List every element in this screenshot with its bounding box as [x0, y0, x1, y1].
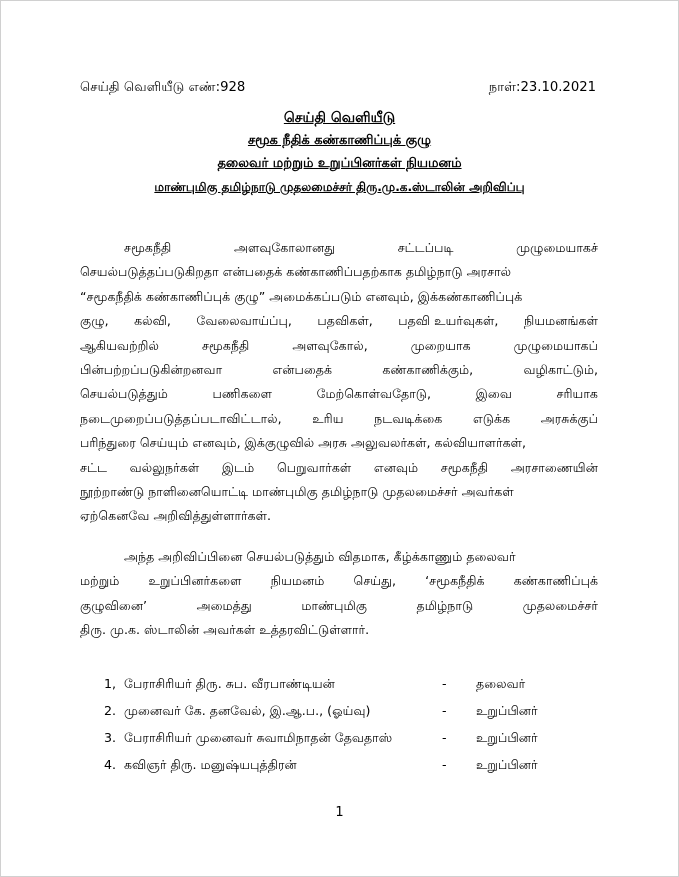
text-line — [80, 382, 598, 406]
text-line — [80, 407, 598, 431]
text-segment: சரியாக — [556, 386, 598, 402]
title-block — [0, 108, 679, 200]
text-segment: ஏற்கெனவே அறிவித்துள்ளார்கள். — [80, 508, 272, 524]
text-line — [80, 594, 598, 618]
text-segment: கண்காணிப்புக் — [513, 573, 598, 589]
text-segment: மற்றும் — [80, 573, 120, 589]
text-segment: குழு, — [80, 313, 109, 329]
text-segment: அந்த அறிவிப்பினை செயல்படுத்தும் விதமாக, கீழ்க்காணும் தலைவர் — [124, 549, 516, 564]
text-segment: அளவுகோல், — [292, 337, 368, 353]
text-segment: வழிகாட்டும், — [523, 361, 598, 377]
member-separator: - — [442, 703, 447, 718]
text-segment: செய்து, — [353, 573, 397, 589]
text-segment: நடவடிக்கை — [374, 410, 443, 426]
text-line — [80, 285, 598, 309]
paragraph-2 — [80, 545, 598, 643]
document-title: செய்தி வெளியீடு — [283, 110, 396, 126]
text-line — [80, 456, 598, 480]
member-role: உறுப்பினர் — [476, 757, 538, 772]
text-segment: என்பதைக் — [272, 361, 333, 377]
member-name: கவிஞர் திரு. மனுஷ்யபுத்திரன் — [124, 757, 297, 772]
appointment-title: தலைவர் மற்றும் உறுப்பினர்கள் நியமனம் — [217, 156, 462, 171]
text-line — [80, 618, 598, 642]
text-segment: சமூகநீதி — [440, 459, 489, 475]
text-segment: ஆகியவற்றில் — [80, 337, 159, 353]
text-segment: பணிகளை — [212, 386, 272, 402]
announcement-title: மாண்புமிகு தமிழ்நாடு முதலமைச்சர் திரு.மு.க.ஸ்டாலின் அறிவிப்பு — [154, 180, 525, 194]
text-segment: வேலைவாய்ப்பு, — [196, 313, 292, 329]
text-segment: திரு. மு.க. ஸ்டாலின் அவர்கள் உத்தரவிட்டுள்ளார். — [80, 622, 370, 638]
page-number: 1 — [335, 805, 344, 820]
member-name: பேராசிரியர் முனைவர் சுவாமிநாதன் தேவதாஸ் — [124, 730, 393, 745]
member-number: 2. — [104, 703, 117, 718]
member-role: உறுப்பினர் — [476, 730, 538, 745]
text-segment: நடைமுறைப்படுத்தப்படாவிட்டால், — [80, 410, 282, 426]
release-date: நாள்:23.10.2021 — [488, 80, 596, 95]
text-segment: தமிழ்நாடு — [416, 597, 474, 613]
text-segment: செயல்படுத்தும் — [80, 386, 168, 402]
member-number: 3. — [104, 730, 117, 745]
member-name: பேராசிரியர் திரு. சுப. வீரபாண்டியன் — [124, 676, 335, 691]
text-segment: பெறுவார்கள் — [276, 459, 352, 475]
text-line — [80, 358, 598, 382]
member-separator: - — [442, 730, 447, 745]
text-line — [80, 431, 598, 455]
text-line — [80, 309, 598, 333]
text-segment: அமைத்து — [196, 597, 252, 613]
text-segment: எனவும் — [373, 459, 419, 475]
text-segment: பரிந்துரை செய்யும் எனவும், இக்குழுவில் அரசு அலுவலர்கள், கல்வியாளர்கள், — [80, 435, 527, 451]
text-segment: சட்ட — [80, 459, 108, 475]
text-line — [80, 545, 598, 569]
text-segment: முழுமையாகப் — [513, 337, 598, 353]
text-segment: அளவுகோலானது — [233, 240, 336, 255]
member-separator: - — [442, 676, 447, 691]
member-number: 1, — [104, 676, 117, 691]
members-list — [104, 670, 564, 778]
text-line — [80, 504, 598, 528]
text-segment: செயல்படுத்தப்படுகிறதா என்பதைக் கண்காணிப்பதற்காக தமிழ்நாடு அரசால் — [80, 264, 512, 280]
text-segment: சட்டப்படி — [397, 240, 454, 255]
text-segment: மாண்புமிகு — [301, 597, 367, 613]
member-role: உறுப்பினர் — [476, 703, 538, 718]
press-release-number: செய்தி வெளியீடு எண்:928 — [80, 80, 246, 95]
text-segment: கல்வி, — [134, 313, 171, 329]
member-separator: - — [442, 757, 447, 772]
text-line — [80, 569, 598, 593]
text-segment: பதவி உயர்வுகள், — [398, 313, 499, 329]
text-segment: ‘சமூகநீதிக் — [425, 573, 485, 589]
text-segment: கண்காணிக்கும், — [382, 361, 474, 377]
text-segment: குழுவினை’ — [80, 597, 148, 613]
text-segment: சமூகநீதி — [201, 337, 250, 353]
text-segment: நியமனங்கள் — [523, 313, 598, 329]
text-segment: அரசாணையின் — [510, 459, 598, 475]
member-row — [104, 751, 564, 778]
text-segment: முழுமையாகச் — [516, 240, 598, 255]
text-segment: பின்பற்றப்படுகின்றனவா — [80, 361, 223, 377]
text-segment: மேற்கொள்வதோடு, — [316, 386, 432, 402]
text-segment: வல்லுநர்கள் — [129, 459, 200, 475]
committee-title: சமூக நீதிக் கண்காணிப்புக் குழு — [247, 133, 432, 148]
member-row — [104, 724, 564, 751]
text-line — [80, 236, 598, 260]
text-segment: முதலமைச்சர் — [522, 597, 598, 613]
text-line — [80, 480, 598, 504]
text-line — [80, 334, 598, 358]
header-row — [80, 80, 596, 96]
text-line — [80, 260, 598, 284]
text-segment: உறுப்பினர்களை — [148, 573, 242, 589]
text-segment: அரசுக்குப் — [540, 410, 598, 426]
text-segment: இவை — [475, 386, 512, 402]
member-name: முனைவர் கே. தனவேல், இ.ஆ.ப., (ஓய்வு) — [124, 703, 371, 718]
text-segment: இடம் — [221, 459, 255, 475]
text-segment: “சமூகநீதிக் கண்காணிப்புக் குழு” அமைக்கப்படும் எனவும், இக்கண்காணிப்புக் — [80, 288, 523, 304]
text-segment: உரிய — [312, 410, 344, 426]
member-number: 4. — [104, 757, 117, 772]
text-segment: பதவிகள், — [317, 313, 373, 329]
member-row — [104, 697, 564, 724]
member-role: தலைவர் — [476, 676, 526, 691]
text-segment: நியமனம் — [270, 573, 325, 589]
paragraph-1 — [80, 236, 598, 529]
text-segment: நூற்றாண்டு நாளினையொட்டி மாண்புமிகு தமிழ்நாடு முதலமைச்சர் அவர்கள் — [80, 483, 514, 499]
text-segment: முறையாக — [410, 337, 471, 353]
text-segment: எடுக்க — [472, 410, 511, 426]
member-row — [104, 670, 564, 697]
text-segment: சமூகநீதி — [124, 240, 172, 255]
